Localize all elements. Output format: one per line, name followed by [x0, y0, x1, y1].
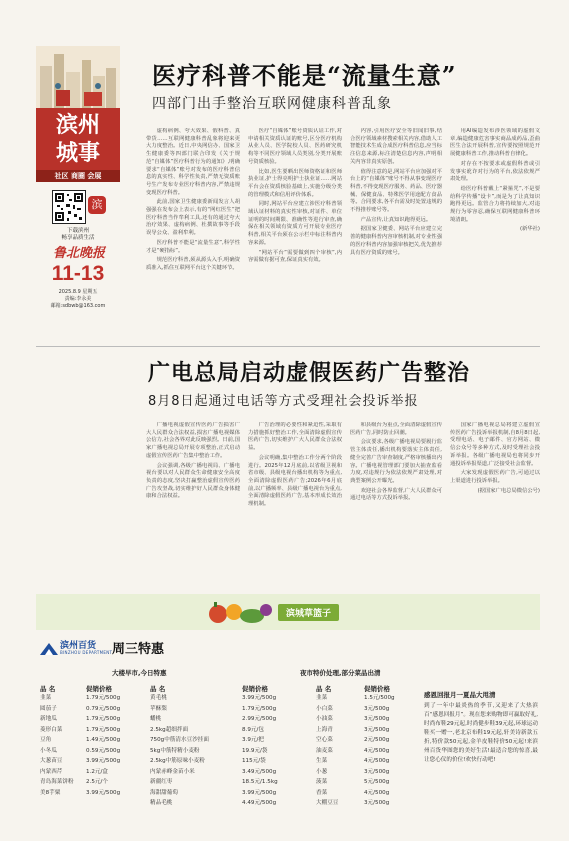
- item-price: 2元/500g: [364, 737, 390, 743]
- item-name: 内蒙赤峰金苗小米: [150, 768, 195, 775]
- list-item: [150, 725, 300, 736]
- item-price: 1.79元/500g: [86, 726, 121, 733]
- vegetables-icon: [204, 596, 274, 628]
- item-name: 空心菜: [316, 737, 333, 743]
- item-price: 3元/500g: [364, 726, 390, 733]
- paragraph: 会议明确,集中整治工作分两个阶段进行。2025年12月底前,以省级卫视和省市级、县级电视台播出机构等为重点,全面清除虚假医药广告;2026年6月底前,以广播频率、县级广播电视台为重点,全面清除虚假医药广告,基本形成长效治理机制。: [248, 454, 342, 508]
- left-heading: 大楼早市,今日特惠: [112, 669, 167, 677]
- item-name: 新疆红枣: [150, 779, 173, 785]
- item-price: 4元/500g: [364, 747, 390, 754]
- paragraph: 广播电视虚假宣传医药广告损害广大人民群众合法权益,损害广播电视媒体公信力,社会各界对此反映强烈。日前,国家广播电视总局开展专项整治,正式启动虚假宣传医药广告集中整治工作。: [146, 422, 240, 459]
- item-price: 3.99元/500g: [86, 789, 121, 796]
- paragraph: 规范医疗科普,须从源头入手,明确资质准入,抓住互联网平台这个关键环节。: [146, 257, 240, 271]
- item-name: 2.5kg中筋原味小麦粉: [150, 758, 205, 764]
- list-item: [40, 714, 150, 725]
- item-price: 3元/500g: [364, 768, 390, 775]
- thanks-text: 到了一年中最炎热的季节,又迎来了大热滨百“感恩回报月”。现在您来购物即可赢取好礼,时尚布鞋29元起,时尚健步鞋39元起,环球运动鞋买一赠一,老北京布鞋19元起,轩美诗新款五折,特价款50元起,金羊皮鞋特价50元起!来滨州百货华图您的美好生活!最适合您的惊喜,最让您心仪的价位!欢快行动吧!: [424, 703, 538, 763]
- paragraph: 值得注意的是,网站平台应加强对平台上的“自媒体”账号不得从事变现医疗科普,不得变现医疗服务、药品、医疗器械、保健食品、特殊医学用途配方食品等。合同要求,各平台需及时处置违规的不得推荐账号等。: [350, 168, 442, 214]
- store-logo-icon: [40, 640, 58, 652]
- story1-column-3: [350, 128, 442, 328]
- promo-banner: [36, 594, 540, 630]
- paragraph: 比如,医生要晒出医师资格证和医师执业证,护士得亮明护士执业证……网站平台会在资质核验基础上,实施分级分类的管理模式和信用评价体系。: [248, 168, 342, 198]
- issue-date: 2025.8.9 星期五: [58, 289, 98, 295]
- price-list-1-rows: [40, 693, 150, 798]
- list-item: [150, 767, 300, 778]
- list-item: [40, 725, 150, 736]
- item-price: 3.49元/500g: [242, 768, 277, 775]
- right-heading: 夜市特价处理,部分菜品出清: [300, 669, 381, 677]
- item-name: 美8芋粟: [40, 789, 61, 796]
- editor-name: 责编:李永美: [64, 296, 92, 302]
- story2-subheadline: 8月8日起通过电话等方式受理社会投诉举报: [148, 394, 419, 409]
- column-header-price: 促销价格: [242, 685, 268, 693]
- paragraph: 欢迎社会各界监督,广大人民群众可通过电话等方式投诉举报。: [350, 487, 442, 502]
- list-item: [40, 693, 150, 704]
- list-item: [150, 735, 300, 746]
- list-item: [316, 725, 416, 736]
- story1-header: [140, 56, 535, 116]
- paragraph: 大家发现虚假医药广告,可通过以上渠道进行投诉举报。: [450, 470, 540, 484]
- item-name: 油麦菜: [316, 747, 333, 754]
- paragraph: 医疗“自媒体”账号资质认证工作,对申请相关资质认证的账号,区分医疗机构从业人员、医学院校人员、医药研究机构等不同医疗领域人员类别,分类开展账号资质核验。: [248, 128, 342, 165]
- paragraph: 和县级台为重点,全面清除虚假宣传医药广告,同时防止回潮。: [350, 422, 442, 436]
- list-item: [150, 693, 300, 704]
- item-name: 蟠桃: [150, 716, 162, 722]
- item-name: 上海青: [316, 726, 333, 733]
- story2-headline: 广电总局启动虚假医药广告整治: [148, 360, 471, 386]
- list-item: [40, 735, 150, 746]
- list-item: [316, 767, 416, 778]
- item-name: 韭菜: [40, 695, 52, 701]
- item-name: 黄毛桃: [150, 695, 167, 701]
- qr-caption-2: 畅享品质生活: [61, 235, 95, 241]
- column-header-name: 品 名: [40, 685, 56, 693]
- story2-column-1: [146, 422, 240, 582]
- item-name: 小白菜: [316, 705, 333, 712]
- item-name: 青岛海菜饼粉: [40, 779, 74, 785]
- paper-name-logo: 鲁北晚报: [52, 246, 105, 261]
- paragraph: 虚构病例、夸大效果、假科普、真带货……互联网健康科普乱象将迎来更大力度整治。近日,中央网信办、国家卫生健康委等四部门联合印发《关于规范“自媒体”医疗科普行为的通知》,明确要求“自媒体”账号对发布的医疗科普信息的真实性、科学性负责,严禁无资质账号生产发布专业医疗科普内容,严禁违规变现医疗科普。: [146, 128, 240, 196]
- story1-column-2: [248, 128, 342, 328]
- item-price: 115元/袋: [242, 758, 266, 764]
- story1-headline: 医疗科普不能是“流量生意”: [152, 61, 457, 90]
- price-list-2-rows: [150, 693, 300, 809]
- item-name: 大棚豆豆: [316, 800, 339, 806]
- paragraph: 国家广播电视总局将建立虚假宣传医药广告投诉举报机制,自8月8日起,受理电话、电子邮件、官方网站、微信公众号等多种方式,及时受理社会投诉举报。各级广播电视局也将同步开通投诉举报渠道,广泛接受社会监督。: [450, 422, 540, 467]
- price-list-3-rows: [316, 693, 416, 809]
- list-item: [40, 777, 150, 788]
- item-name: 内蒙西芹: [40, 768, 63, 775]
- list-item: [150, 788, 300, 799]
- item-name: 小冬瓜: [40, 747, 57, 754]
- paragraph: 据国家卫健委、网站平台应建立完善的健康科普内容审核机制,对专业性强的医疗科普内容加强审核把关,优先推荐具有医疗资质的账号。: [350, 226, 442, 256]
- item-name: 海甜甜葡萄: [150, 789, 178, 796]
- item-name: 香菜: [316, 789, 328, 796]
- paragraph: 会议要求,各级广播电视局要履行监管主体责任,播出机构要落实主体责任,健全完善广告审查制度,严格审核播出内容。广播电视管理部门要加大抽查监看力度,对违规行为依法依规严肃处理,对典型案例公开曝光。: [350, 439, 442, 484]
- paragraph: 同时,网站平台应建立涉医疗科普领域认证材料的真实性审核,对证件、单位证明的时间期限、准确性等进行审查,确保在相关领域有资质方可开展专业医疗科普,相关平台须在公示栏中标注科普内容来源。: [248, 201, 342, 246]
- list-item: [316, 735, 416, 746]
- divider: [36, 346, 540, 347]
- item-name: 韭菜: [316, 695, 328, 701]
- item-name: 小油菜: [316, 716, 333, 722]
- list-item: [316, 798, 416, 809]
- item-name: 新地瓜: [40, 716, 57, 722]
- column-header-price: 促销价格: [364, 685, 390, 693]
- item-name: 菱形白菜: [40, 726, 63, 733]
- item-price: 4元/500g: [364, 789, 390, 796]
- story1-column-1: [146, 128, 240, 328]
- list-item: [40, 788, 150, 799]
- paragraph: 内容,引用医疗安全等旧闻旧事,结合医疗领域素材搜索相关内容,借助人工智能技术生成合成医疗科普信息,应当标注信息来源,标注清楚信息内容,声明相关内容非真实原创。: [350, 128, 442, 165]
- item-name: 精品毛桃: [150, 800, 173, 806]
- item-name: 圆茄子: [40, 705, 57, 712]
- story2-column-4: [450, 422, 540, 582]
- item-price: 3.9元/把: [242, 737, 264, 743]
- list-item: [316, 777, 416, 788]
- paragraph: 对存在不按要求或虚假科普或引发事实讹诈对行为的平台,依法依规严肃处理。: [450, 160, 540, 183]
- item-price: 1.79元/500g: [86, 716, 121, 722]
- item-name: 小葱: [316, 768, 328, 775]
- masthead: [36, 46, 120, 308]
- item-name: 5kg中筋特精小麦粉: [150, 747, 200, 754]
- item-price: 1.79元/500g: [86, 695, 121, 701]
- price-list-1: [40, 684, 150, 798]
- item-name: 2.5kg超细拌面: [150, 726, 189, 733]
- masthead-sections: 社区 商圈 会展: [36, 170, 120, 182]
- price-list-3: [316, 684, 416, 809]
- list-item: [150, 798, 300, 809]
- paragraph: 给医疗科普戴上“紧箍咒”,不是要给科学传播“设卡”,而是为了让真知识跑得更远。监管合力将持续加大,对违规行为零容忍,确保互联网健康科普环境清朗。: [450, 185, 540, 223]
- list-item: [150, 777, 300, 788]
- list-item: [316, 714, 416, 725]
- thanks-title: 感恩回报月一夏品大甩清: [424, 691, 496, 699]
- item-price: 3.99元/500g: [86, 758, 121, 764]
- item-price: 5元/500g: [364, 779, 390, 785]
- item-price: 1.5元/500g: [364, 695, 395, 701]
- store-subtitle: BINZHOU DEPARTMENT: [60, 650, 113, 655]
- item-price: 3.99元/500g: [242, 789, 277, 796]
- column-header-name: 品 名: [150, 685, 166, 693]
- qr-caption-1: 下载滨州: [66, 228, 89, 234]
- item-price: 4元/500g: [364, 758, 390, 764]
- item-price: 0.79元/500g: [86, 705, 121, 712]
- item-name: 大葱苗豆: [40, 758, 63, 764]
- list-item: [40, 746, 150, 757]
- promo-banner-title: 滨城草篮子: [278, 604, 339, 621]
- list-item: [316, 693, 416, 704]
- item-price: 19.9元/袋: [242, 747, 268, 754]
- item-price: 18.5元/1.5kg: [242, 779, 278, 785]
- item-price: 3.99元/500g: [242, 695, 277, 701]
- paragraph: 产品宣传,让真知识跑得更远。: [360, 216, 432, 223]
- item-price: 3元/500g: [364, 800, 390, 806]
- attribution: (据国家广电总局微信公号): [477, 487, 540, 494]
- item-name: 生菜: [316, 758, 328, 764]
- story1-subheadline: 四部门出手整治互联网健康科普乱象: [152, 96, 392, 112]
- attribution: (新华社): [519, 226, 540, 233]
- page-number: 11-13: [51, 262, 105, 285]
- column-header-name: 品 名: [316, 685, 332, 693]
- masthead-title-line1: 滨州: [55, 112, 100, 138]
- list-item: [150, 746, 300, 757]
- city-buildings-icon: [36, 46, 120, 116]
- item-name: 菠菜: [316, 779, 328, 785]
- item-price: 1.79元/500g: [242, 705, 277, 712]
- item-price: 4.49元/500g: [242, 800, 277, 806]
- list-item: [40, 767, 150, 778]
- item-name: 750g中筋清水豆沙挂面: [150, 737, 209, 743]
- item-price: 3元/500g: [364, 716, 390, 722]
- item-price: 1.2元/盒: [86, 768, 108, 775]
- paragraph: 广告治理的必要性和紧迫性,采取有力措施抓好整治工作,全面清除虚假宣传医药广告,切实维护广大人民群众合法权益。: [248, 422, 342, 452]
- editor-email: 邮箱:sdbwb@163.com: [50, 303, 106, 309]
- item-name: 苹酥梨: [150, 705, 167, 712]
- story2-column-3: [350, 422, 442, 582]
- list-item: [150, 714, 300, 725]
- store-name: 滨州百货: [60, 641, 97, 651]
- masthead-title-box: [36, 108, 120, 170]
- column-header-price: 促销价格: [86, 685, 112, 693]
- list-item: [40, 756, 150, 767]
- list-item: [316, 788, 416, 799]
- paragraph: 此前,国家卫生健康委新闻发言人胡强强在发布会上表示,有的“网红医生”把医疗科普当作牟利工具,还有的通过夸大治疗效果、虚构病例、杜撰故事等手段误导公众、盈利牟利。: [146, 199, 240, 237]
- masthead-illustration: [36, 46, 120, 116]
- item-price: 1.49元/500g: [86, 737, 121, 743]
- list-item: [150, 704, 300, 715]
- paragraph: “网站平台”需要做到四个审核”,内容需做有据可查,保证真实有效。: [248, 249, 342, 264]
- list-item: [316, 746, 416, 757]
- list-item: [40, 704, 150, 715]
- thanks-box: [424, 690, 538, 810]
- item-price: 3元/500g: [364, 705, 390, 712]
- list-item: [316, 756, 416, 767]
- day-title: 周三特惠: [112, 642, 165, 657]
- paragraph: 用AI编造发布涉医领域的虚假文章,编造健康危害事实商品成药品,歪曲医生合法开展科普,宣传要按照规范开展健康科普工作,推动科普自律化。: [450, 128, 540, 158]
- app-icon[interactable]: 滨: [88, 196, 106, 214]
- story1-column-4: [450, 128, 540, 328]
- list-item: [150, 756, 300, 767]
- item-price: 2.5元/个: [86, 779, 108, 785]
- list-item: [316, 704, 416, 715]
- masthead-title-line2: 城事: [55, 140, 100, 166]
- item-price: 8.9元/包: [242, 726, 264, 733]
- item-name: 豆角: [40, 737, 52, 743]
- item-price: 0.59元/500g: [86, 747, 121, 754]
- price-list-2: [150, 684, 300, 809]
- paragraph: 会议强调,各级广播电视局、广播电视台要以对人民群众生命健康安全高度负责的态度,坚决打赢整治虚假宣传医药广告攻坚战,切实维护好人民群众身体健康和合法权益。: [146, 462, 240, 500]
- item-price: 2.99元/500g: [242, 716, 277, 722]
- paragraph: 医疗科普不能是“流量生意”,科学性才是“硬指标”。: [146, 239, 240, 254]
- qr-code-icon[interactable]: [52, 190, 86, 224]
- story2-column-2: [248, 422, 342, 582]
